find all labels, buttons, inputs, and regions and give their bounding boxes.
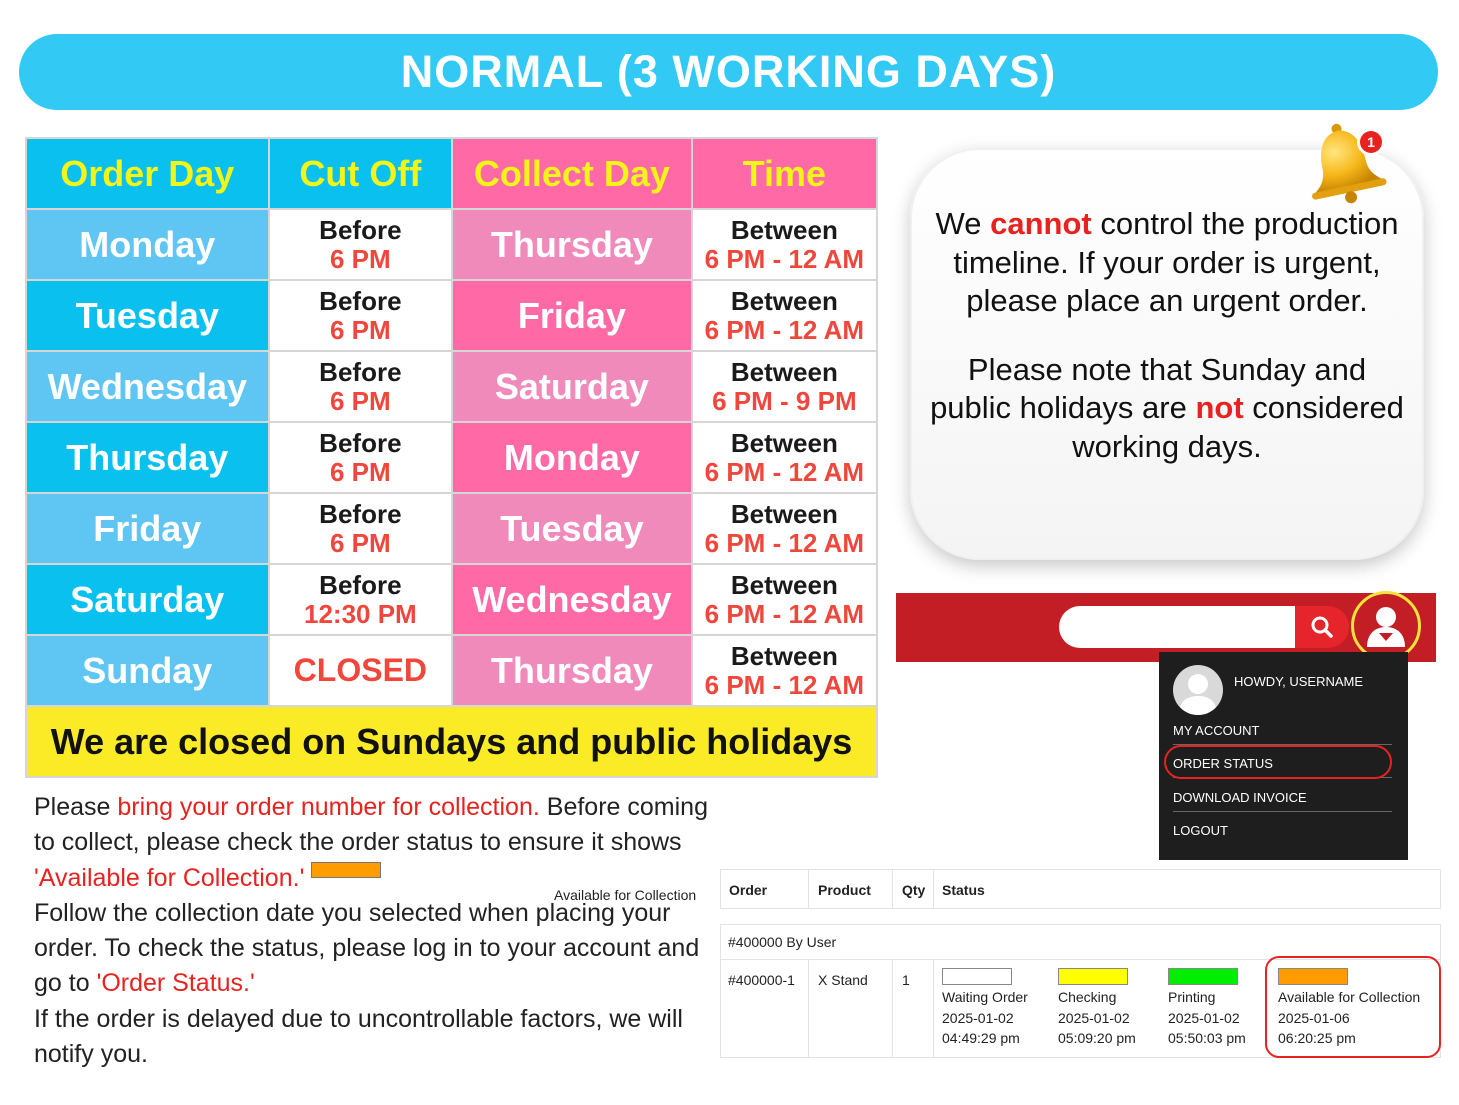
notice-paragraph-2 <box>928 351 1406 467</box>
cut-off-time: 6 PM <box>330 385 391 416</box>
order-status-header <box>720 869 1441 909</box>
closed-notice: We are closed on Sundays and public holidays <box>26 706 877 777</box>
product-name: X Stand <box>818 972 868 988</box>
header-time: Time <box>692 138 877 209</box>
order-group-label: #400000 By User <box>728 934 837 950</box>
time-label: Between <box>730 569 838 600</box>
time-label: Between <box>730 498 838 529</box>
order-day: Tuesday <box>26 280 269 351</box>
header-collect-day: Collect Day <box>452 138 692 209</box>
time-label: Between <box>730 285 838 316</box>
cut-off-label: Before <box>319 214 402 245</box>
search-button[interactable] <box>1295 606 1349 648</box>
order-day: Friday <box>26 493 269 564</box>
avatar-icon <box>1173 665 1223 715</box>
header-order-day: Order Day <box>26 138 269 209</box>
notice-emphasis: cannot <box>990 206 1092 241</box>
time-cell <box>692 280 877 351</box>
header-cut-off: Cut Off <box>269 138 453 209</box>
time-label: Between <box>730 640 838 671</box>
schedule-table <box>25 137 878 778</box>
notice-text: considered working days. <box>1072 390 1404 464</box>
cut-off-cell <box>269 280 453 351</box>
quantity: 1 <box>902 972 910 988</box>
time-label: Between <box>730 427 838 458</box>
cut-off-closed: CLOSED <box>269 635 453 706</box>
menu-item-my-account[interactable]: MY ACCOUNT <box>1173 723 1392 745</box>
stage-swatch <box>942 968 1012 985</box>
stage-time: 06:20:25 pm <box>1278 1030 1356 1046</box>
collect-day: Saturday <box>452 351 692 422</box>
time-cell <box>692 564 877 635</box>
time-range: 6 PM - 12 AM <box>704 314 865 345</box>
instruction-emphasis: 'Available for Collection.' <box>34 863 305 892</box>
order-day: Saturday <box>26 564 269 635</box>
instruction-emphasis: bring your order number for collection. <box>117 793 540 821</box>
cut-off-cell <box>269 351 453 422</box>
bell-badge: 1 <box>1367 134 1375 150</box>
search-icon <box>1310 615 1334 639</box>
collect-day: Thursday <box>452 209 692 280</box>
col-product: Product <box>818 882 871 898</box>
order-group-row <box>720 924 1441 960</box>
time-label: Between <box>730 356 838 387</box>
stage-label: Checking <box>1058 989 1117 1005</box>
cut-off-label: Before <box>319 569 402 600</box>
cut-off-label: Before <box>319 356 402 387</box>
collect-day: Thursday <box>452 635 692 706</box>
menu-item-logout[interactable]: LOGOUT <box>1173 823 1228 838</box>
collect-day: Monday <box>452 422 692 493</box>
cut-off-label: Before <box>319 427 402 458</box>
notice-emphasis: not <box>1195 390 1244 425</box>
instruction-text: Please <box>34 793 118 821</box>
stage-date: 2025-01-02 <box>942 1009 1014 1026</box>
time-range: 6 PM - 9 PM <box>712 385 857 416</box>
order-number[interactable]: #400000-1 <box>728 972 795 988</box>
cut-off-time: 6 PM <box>330 527 391 558</box>
stage-date: 2025-01-02 <box>1058 1009 1130 1026</box>
stage-time: 05:50:03 pm <box>1168 1030 1246 1046</box>
time-label: Between <box>730 214 838 245</box>
order-day: Sunday <box>26 635 269 706</box>
stage-time: 04:49:29 pm <box>942 1030 1020 1046</box>
account-button[interactable] <box>1351 591 1421 661</box>
cut-off-cell <box>269 493 453 564</box>
user-icon <box>1364 603 1408 649</box>
time-range: 6 PM - 12 AM <box>704 456 865 487</box>
bell-icon <box>1300 116 1392 206</box>
stage-checking <box>1058 968 1136 1049</box>
time-cell <box>692 635 877 706</box>
order-day: Monday <box>26 209 269 280</box>
notice-paragraph-1 <box>928 205 1406 321</box>
search-input[interactable] <box>1059 606 1295 648</box>
stage-swatch <box>1058 968 1128 985</box>
stage-label: Printing <box>1168 989 1216 1005</box>
collect-day: Tuesday <box>452 493 692 564</box>
col-order: Order <box>729 882 768 898</box>
col-status: Status <box>942 882 985 898</box>
time-cell <box>692 422 877 493</box>
time-cell <box>692 351 877 422</box>
stage-date: 2025-01-06 <box>1278 1009 1350 1026</box>
cut-off-cell <box>269 422 453 493</box>
cut-off-time: 12:30 PM <box>303 598 417 629</box>
menu-item-download-invoice[interactable]: DOWNLOAD INVOICE <box>1173 790 1392 812</box>
notice-text: control the production timeline. If your order is urgent, please place an urgent order. <box>953 206 1399 318</box>
cut-off-time: 6 PM <box>330 243 391 274</box>
notice-card <box>910 148 1424 560</box>
collection-instructions <box>34 790 724 1072</box>
collect-day: Wednesday <box>452 564 692 635</box>
stage-label: Available for Collection <box>1278 989 1421 1005</box>
avatar <box>1173 665 1223 715</box>
available-highlight <box>1265 956 1441 1058</box>
time-range: 6 PM - 12 AM <box>704 669 865 700</box>
order-day: Thursday <box>26 422 269 493</box>
collect-day: Friday <box>452 280 692 351</box>
stage-label: Waiting Order <box>942 989 1028 1005</box>
cut-off-time: 6 PM <box>330 456 391 487</box>
time-range: 6 PM - 12 AM <box>704 598 865 629</box>
time-range: 6 PM - 12 AM <box>704 527 865 558</box>
available-swatch <box>311 862 381 878</box>
notice-text: Please note that Sunday and public holidays are <box>930 351 1367 425</box>
time-range: 6 PM - 12 AM <box>704 243 865 274</box>
cut-off-time: 6 PM <box>330 314 391 345</box>
time-cell <box>692 209 877 280</box>
instruction-text: If the order is delayed due to uncontrollable factors, we will notify you. <box>34 1004 683 1069</box>
greeting: HOWDY, USERNAME <box>1234 674 1364 689</box>
stage-waiting-order <box>942 968 1028 1049</box>
time-cell <box>692 493 877 564</box>
stage-date: 2025-01-02 <box>1168 1009 1240 1026</box>
order-status-highlight <box>1164 745 1392 779</box>
stage-time: 05:09:20 pm <box>1058 1030 1136 1046</box>
instruction-emphasis: 'Order Status.' <box>96 969 255 998</box>
menu-item-order-status[interactable]: ORDER STATUS <box>1173 756 1392 778</box>
swatch-caption: Available for Collection <box>554 887 697 903</box>
cut-off-label: Before <box>319 498 402 529</box>
col-qty: Qty <box>902 882 926 898</box>
instruction-text: Follow the collection date you selected when placing your order. To check the status, please log in to your account and go to <box>34 898 700 998</box>
stage-printing <box>1168 968 1246 1049</box>
cut-off-cell <box>269 564 453 635</box>
cut-off-label: Before <box>319 285 402 316</box>
stage-swatch <box>1168 968 1238 985</box>
cut-off-cell <box>269 209 453 280</box>
instruction-text: Before coming to collect, please check the order status to ensure it shows <box>34 793 708 857</box>
order-day: Wednesday <box>26 351 269 422</box>
banner-title: NORMAL (3 WORKING DAYS) <box>19 34 1438 110</box>
notice-text: We <box>935 206 991 241</box>
